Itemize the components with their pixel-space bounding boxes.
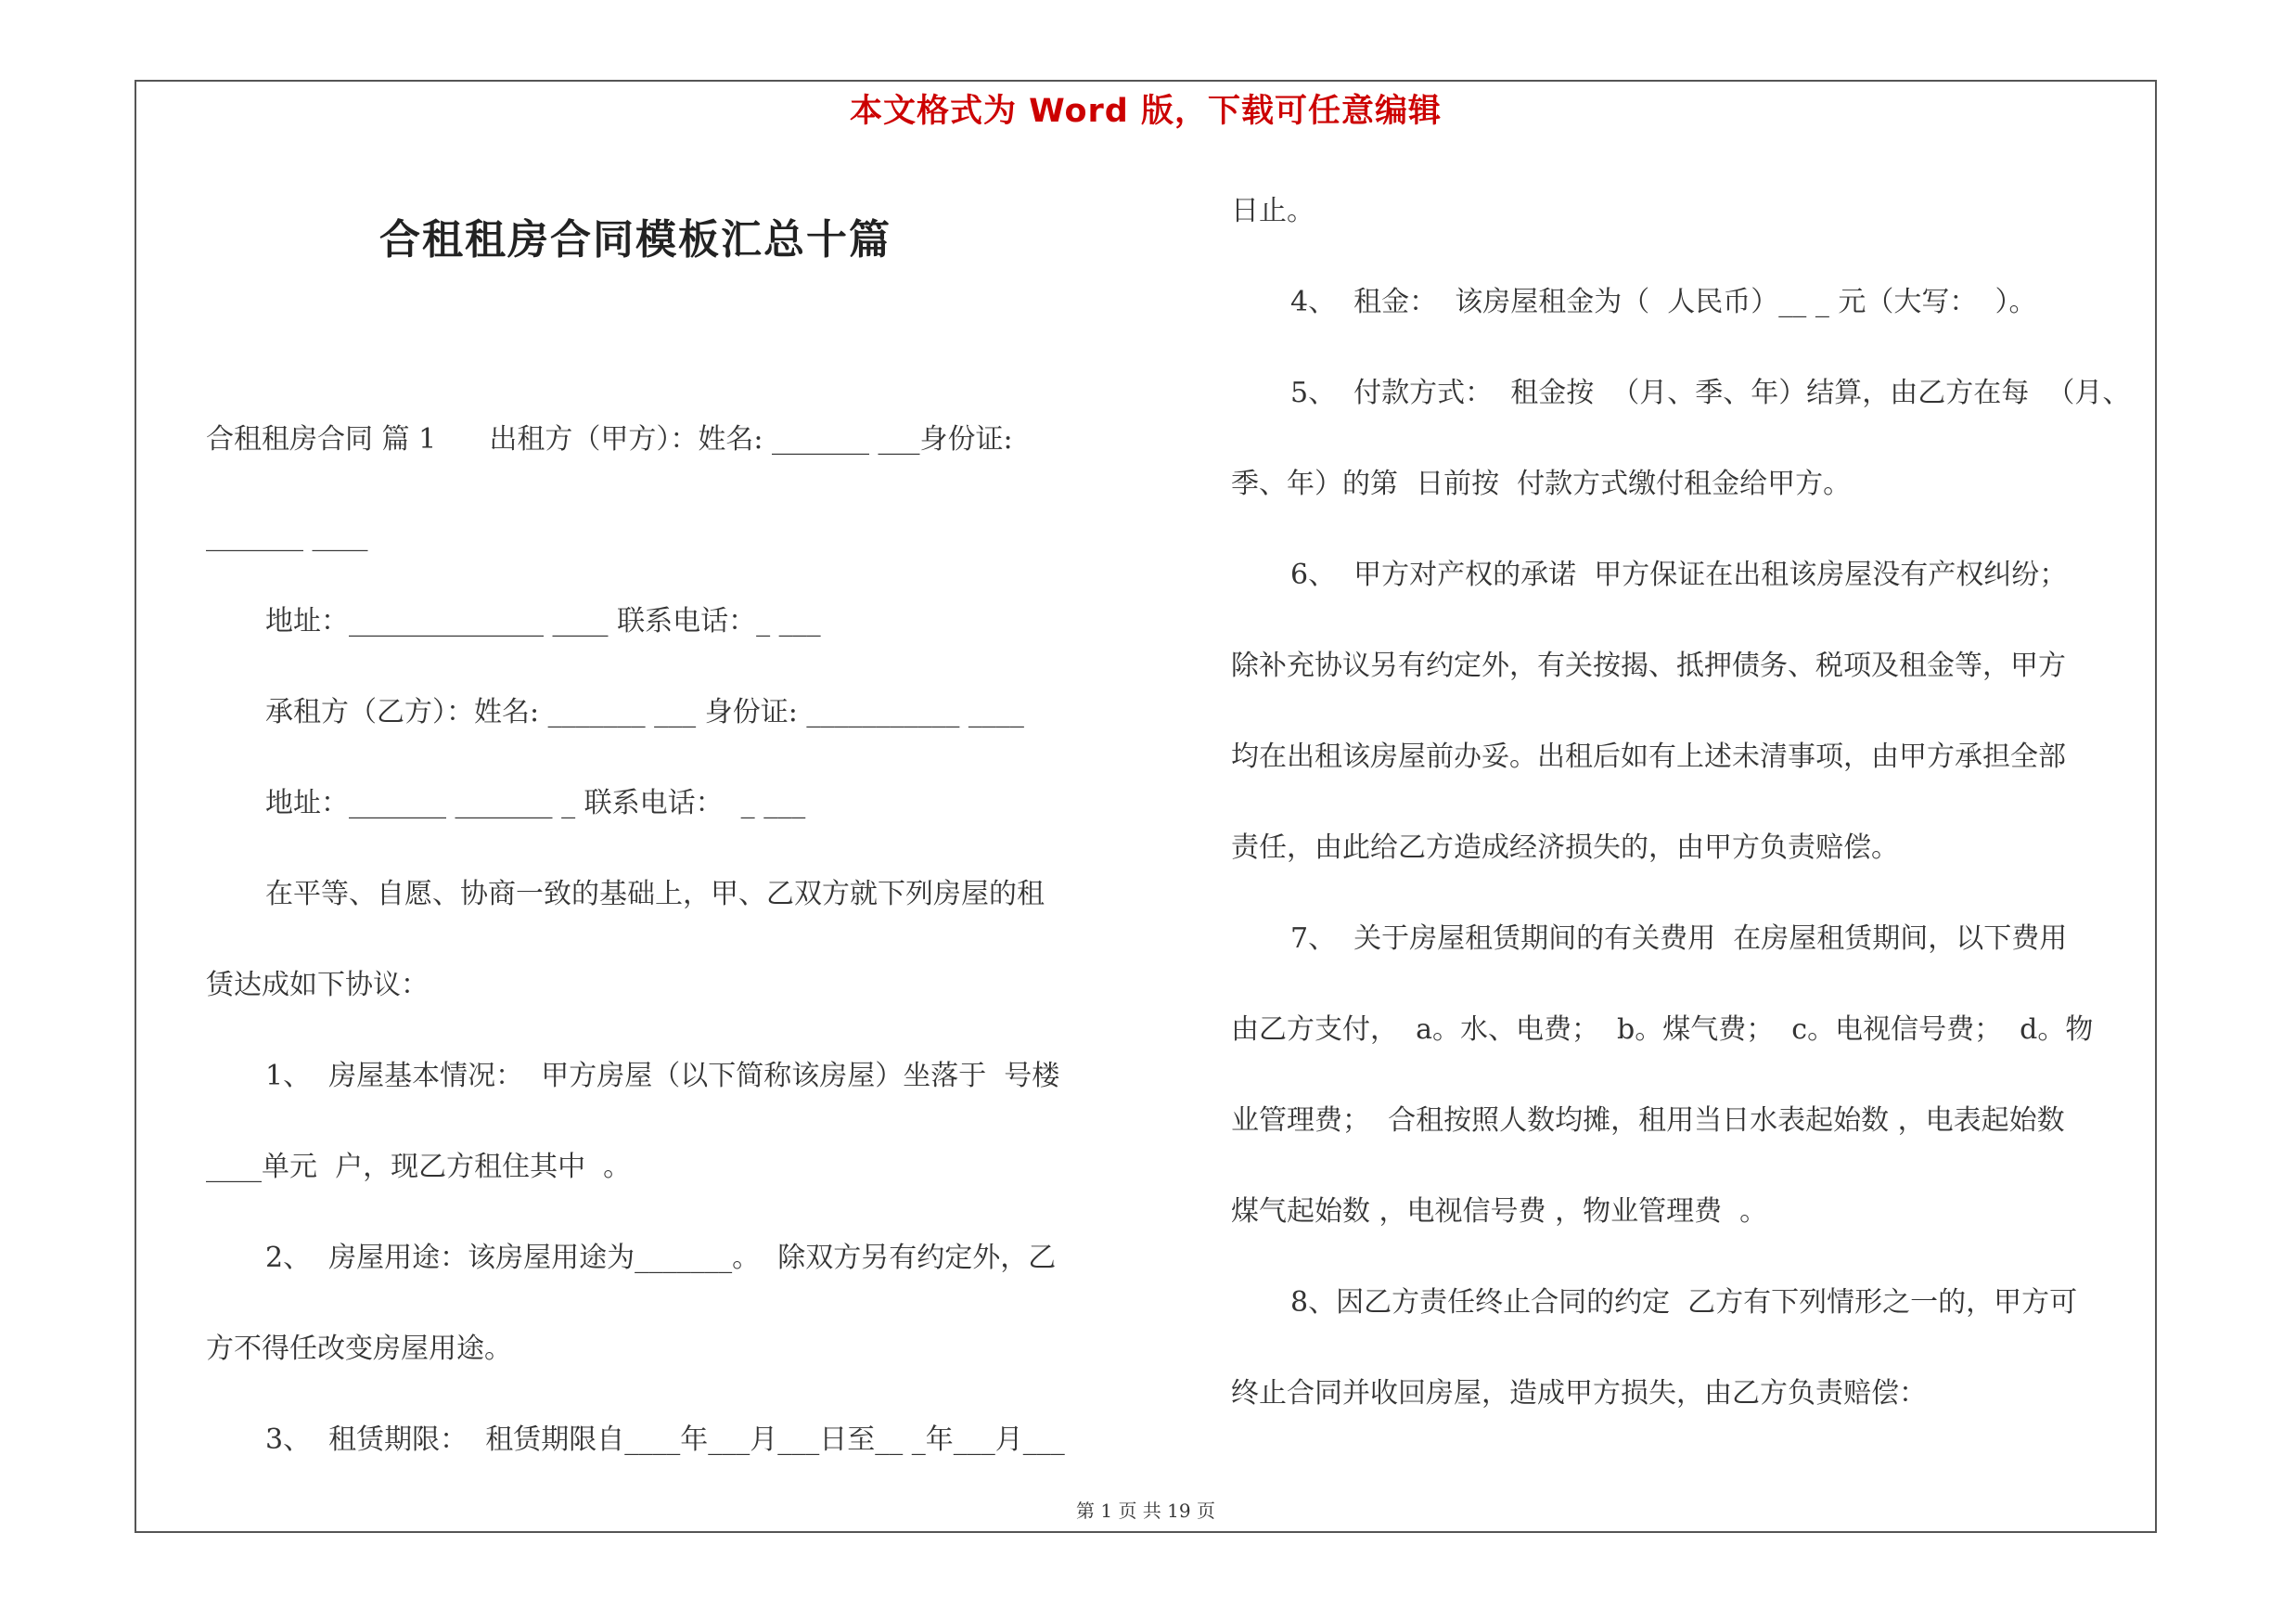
paragraph-line: 6、 甲方对产权的承诺 甲方保证在出租该房屋没有产权纠纷；: [1290, 559, 2068, 591]
paragraph-line: 合租租房合同 篇 1 出租方（甲方）：姓名: _______ ___身份证:: [206, 423, 1013, 456]
paragraph-line: 地址：_______ _______ _ 联系电话： _ ___: [265, 787, 806, 819]
paragraph-line: 均在出租该房屋前办妥。出租后如有上述未清事项，由甲方承担全部: [1231, 741, 2066, 773]
paragraph-line: 责任，由此给乙方造成经济损失的，由甲方负责赔偿。: [1231, 831, 1899, 864]
paragraph-line: 承租方（乙方）：姓名: _______ ___ 身份证: ___________ ____: [265, 696, 1024, 728]
paragraph-line: 终止合同并收回房屋，造成甲方损失，由乙方负责赔偿：: [1231, 1377, 1927, 1410]
format-notice-banner: 本文格式为 Word 版，下载可任意编辑: [849, 93, 1443, 130]
paragraph-line: 赁达成如下协议：: [206, 969, 429, 1001]
paragraph-line: 4、 租金： 该房屋租金为（ 人民币）__ _ 元（大写： ）。: [1290, 286, 2037, 318]
paragraph-line: ____单元 户，现乙方租住其中 。: [206, 1151, 632, 1183]
page-number-footer: 第 1 页 共 19 页: [1076, 1500, 1215, 1522]
paragraph-line: 5、 付款方式： 租金按 （月、季、年）结算，由乙方在每 （月、: [1290, 377, 2131, 409]
paragraph-line: 日止。: [1231, 195, 1315, 227]
paragraph-line: 3、 租赁期限： 租赁期限自____年___月___日至__ _年___月___: [265, 1423, 1065, 1456]
document-title: 合租租房合同模板汇总十篇: [379, 216, 891, 264]
paragraph-line: 方不得任改变房屋用途。: [206, 1333, 512, 1365]
paragraph-line: 煤气起始数 ，电视信号费 ，物业管理费 。: [1231, 1195, 1768, 1228]
paragraph-line: 由乙方支付， a。水、电费； b。煤气费； c。电视信号费； d。物: [1231, 1013, 2094, 1046]
paragraph-line: 1、 房屋基本情况： 甲方房屋（以下简称该房屋）坐落于 号楼: [265, 1060, 1060, 1092]
paragraph-line: 季、年）的第 日前按 付款方式缴付租金给甲方。: [1231, 468, 1852, 500]
paragraph-line: 8、因乙方责任终止合同的约定 乙方有下列情形之一的，甲方可: [1290, 1286, 2078, 1319]
paragraph-line: 除补充协议另有约定外，有关按揭、抵押债务、税项及租金等，甲方: [1231, 650, 2066, 682]
paragraph-line: 业管理费； 合租按照人数均摊，租用当日水表起始数 ，电表起始数: [1231, 1104, 2065, 1137]
paragraph-line: 在平等、自愿、协商一致的基础上，甲、乙双方就下列房屋的租: [265, 878, 1045, 910]
paragraph-line: 7、 关于房屋租赁期间的有关费用 在房屋租赁期间，以下费用: [1290, 922, 2068, 955]
paragraph-line: 地址：______________ ____ 联系电话：_ ___: [265, 605, 821, 638]
paragraph-line: 2、 房屋用途：该房屋用途为_______。 除双方另有约定外，乙: [265, 1242, 1057, 1274]
paragraph-line: _______ ____: [206, 520, 368, 552]
